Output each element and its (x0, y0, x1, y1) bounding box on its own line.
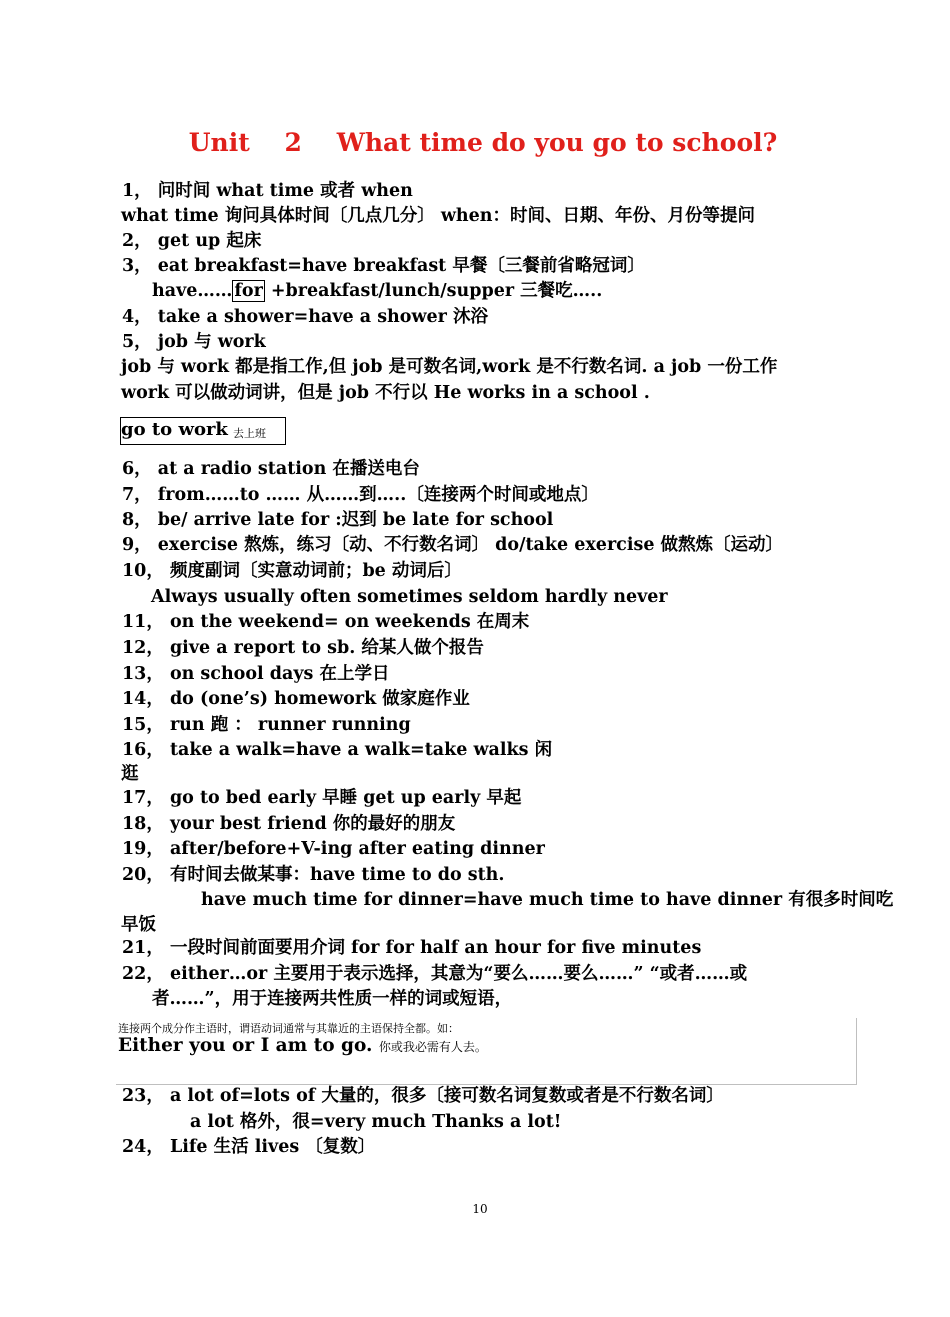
line-20: 20， 有时间去做某事：have time to do sth. (122, 865, 505, 885)
either-example (118, 1035, 487, 1056)
line-12: 12， give a report to sb. 给某人做个报告 (122, 638, 484, 658)
line-14: 14， do (one’s) homework 做家庭作业 (122, 689, 470, 709)
line-1b: what time 询问具体时间〔几点几分〕 when：时间、日期、年份、月份等提问 (121, 206, 756, 226)
go-to-work-note: 去上班 (233, 427, 266, 440)
go-to-work-text: go to work (121, 419, 228, 440)
line-5c: work 可以做动词讲，但是 job 不行以 He works in a school . (121, 383, 650, 403)
line-24: 24， Life 生活 lives 〔复数〕 (122, 1137, 376, 1157)
line-10: 10， 频度副词〔实意动词前；be 动词后〕 (122, 561, 462, 581)
line-11: 11， on the weekend= on weekends 在周末 (122, 612, 530, 632)
line-17: 17， go to bed early 早睡 get up early 早起 (122, 788, 522, 808)
boxed-for: for (234, 281, 263, 301)
either-note-line: 连接两个成分作主语时，谓语动词通常与其靠近的主语保持全都。如： (118, 1022, 459, 1035)
line-16b: 逛 (121, 764, 139, 784)
page-title: Unit 2 What time do you go to school? (188, 128, 778, 157)
go-to-work-box (120, 417, 286, 445)
either-example-sentence: Either you or I am to go. (118, 1035, 373, 1056)
line-8: 8， be/ arrive late for :迟到 be late for school (122, 510, 554, 530)
line-16: 16， take a walk=have a walk=take walks 闲 (122, 740, 553, 760)
line-21: 21， 一段时间前面要用介词 for for half an hour for five minutes (122, 938, 702, 958)
line-20c: 早饭 (121, 915, 156, 935)
line-23: 23， a lot of=lots of 大量的，很多〔接可数名词复数或者是不行数名词〕 (122, 1086, 724, 1106)
have-suffix: +breakfast/lunch/supper 三餐吃….. (264, 281, 603, 301)
either-or-note-box (116, 1018, 857, 1085)
either-example-translation: 你或我必需有人去。 (378, 1040, 487, 1054)
line-13: 13， on school days 在上学日 (122, 664, 390, 684)
line-19: 19， after/before+V-ing after eating dinner (122, 839, 545, 859)
line-22: 22， either…or 主要用于表示选择，其意为“要么……要么……” “或者……或 (122, 964, 748, 984)
line-5: 5， job 与 work (122, 332, 266, 352)
line-3b (152, 280, 602, 302)
line-3: 3， eat breakfast=have breakfast 早餐〔三餐前省略冠词〕 (122, 256, 645, 276)
line-15: 15， run 跑 ： runner running (122, 715, 411, 735)
line-9: 9， exercise 熬炼，练习〔动、不行数名词〕 do/take exercise 做熬炼〔运动〕 (122, 535, 784, 555)
line-5b: job 与 work 都是指工作,但 job 是可数名词,work 是不行数名词. a job 一份工作 (121, 357, 778, 377)
line-23b: a lot 格外，很=very much Thanks a lot! (190, 1112, 562, 1132)
line-6: 6， at a radio station 在播送电台 (122, 459, 420, 479)
page-number: 10 (472, 1202, 488, 1216)
have-prefix: have…… (152, 281, 233, 301)
line-7: 7， from……to …… 从……到…..〔连接两个时间或地点〕 (122, 485, 599, 505)
line-20b: have much time for dinner=have much time to have dinner 有很多时间吃 (201, 890, 894, 910)
line-10b: Always usually often sometimes seldom hardly never (151, 587, 668, 607)
line-2: 2， get up 起床 (122, 231, 262, 251)
line-4: 4， take a shower=have a shower 沐浴 (122, 307, 488, 327)
line-22b: 者……”，用于连接两共性质一样的词或短语， (152, 989, 513, 1009)
line-1: 1， 问时间 what time 或者 when (122, 181, 413, 201)
line-18: 18， your best friend 你的最好的朋友 (122, 814, 456, 834)
